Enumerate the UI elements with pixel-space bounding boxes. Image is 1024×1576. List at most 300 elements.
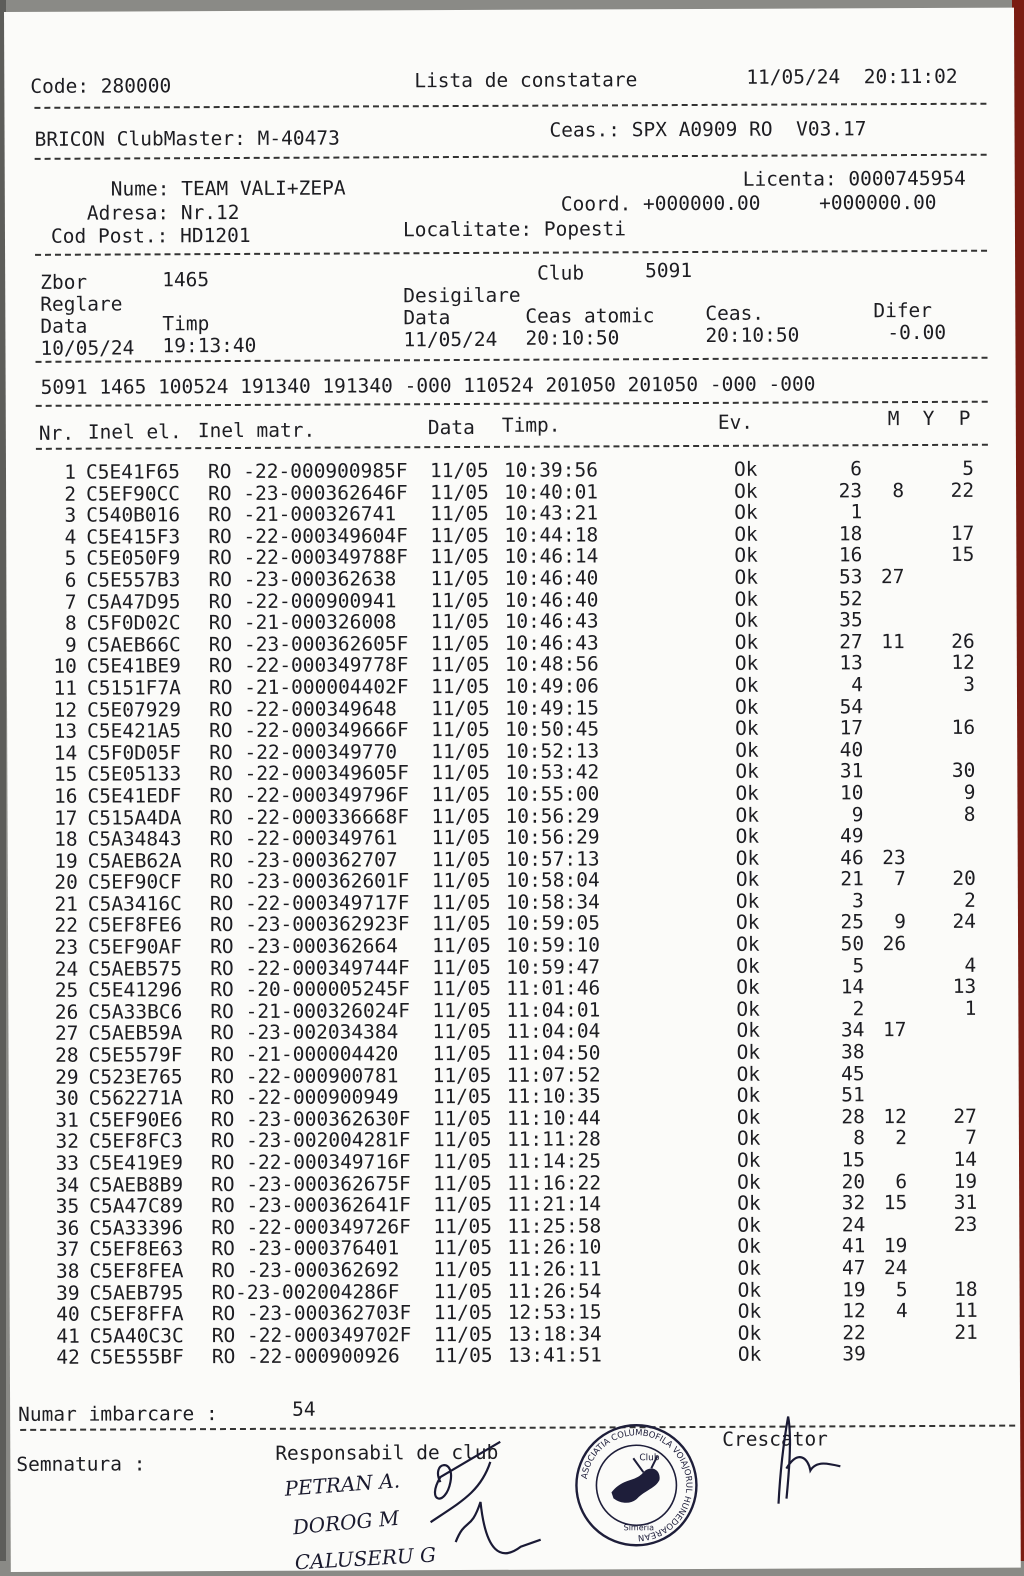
cell-timp: 11:16:22 bbox=[507, 1171, 602, 1195]
cell-data: 11/05 bbox=[430, 523, 490, 547]
cell-inel-el: C5A3416C bbox=[87, 892, 182, 916]
cell-inel-matr: RO -21-000004402F bbox=[208, 675, 409, 700]
cell-nr: 4 bbox=[64, 525, 77, 549]
club-responsible-label: Responsabil de club bbox=[275, 1440, 499, 1465]
cell-ev: Ok bbox=[734, 587, 759, 611]
cell-ev: Ok bbox=[734, 500, 758, 525]
cell-nr: 26 bbox=[54, 1000, 79, 1024]
cell-inel-el: C5A33396 bbox=[89, 1216, 184, 1240]
cell-timp: 11:26:54 bbox=[507, 1278, 602, 1303]
cell-inel-el: C540B016 bbox=[86, 503, 181, 527]
cell-ev: Ok bbox=[736, 932, 760, 956]
cell-nr: 28 bbox=[55, 1043, 79, 1067]
cell-ev: Ok bbox=[736, 1148, 761, 1172]
cell-y: 7 bbox=[893, 867, 906, 891]
cell-inel-matr: RO -23-000362703F bbox=[211, 1301, 412, 1326]
cell-y: 24 bbox=[883, 1256, 908, 1280]
cell-p: 13 bbox=[952, 975, 977, 999]
cell-inel-el: C5E555BF bbox=[89, 1345, 184, 1369]
cell-inel-matr: RO -22-000349717F bbox=[209, 891, 410, 915]
cell-timp: 11:25:58 bbox=[507, 1214, 602, 1238]
cell-inel-matr: RO -22-000349744F bbox=[210, 955, 410, 980]
cell-p: 7 bbox=[965, 1126, 977, 1150]
cell-nr: 33 bbox=[55, 1151, 80, 1175]
cell-data: 11/05 bbox=[433, 1236, 493, 1260]
cell-nr: 3 bbox=[64, 503, 77, 527]
reglare-time-label: Timp bbox=[162, 312, 210, 336]
cell-ev: Ok bbox=[736, 1019, 760, 1043]
cell-m: 1 bbox=[850, 500, 863, 524]
cell-data: 11/05 bbox=[431, 718, 490, 742]
cell-timp: 10:59:47 bbox=[506, 955, 601, 979]
cell-inel-matr: RO -23-000362675F bbox=[211, 1171, 411, 1196]
cell-inel-matr: RO -21-000326024F bbox=[210, 999, 411, 1023]
col-timp: Timp. bbox=[501, 413, 561, 437]
cell-nr: 11 bbox=[53, 676, 78, 700]
cell-inel-matr: RO -22-000900781 bbox=[210, 1063, 399, 1088]
cell-ev: Ok bbox=[736, 954, 760, 978]
cell-inel-el: C5E5579F bbox=[88, 1043, 183, 1067]
cell-inel-matr: RO -21-000326741 bbox=[208, 502, 397, 527]
cell-data: 11/05 bbox=[432, 1128, 492, 1152]
cell-m: 5 bbox=[852, 953, 865, 977]
cell-inel-matr: RO-23-002004286F bbox=[211, 1279, 400, 1304]
cell-data: 11/05 bbox=[433, 1214, 493, 1238]
cell-nr: 34 bbox=[55, 1173, 80, 1197]
cell-timp: 10:43:21 bbox=[504, 501, 599, 526]
cell-inel-matr: RO -22-000349788F bbox=[208, 545, 409, 570]
cell-ev: Ok bbox=[734, 673, 759, 697]
cell-inel-el: C5F0D05F bbox=[87, 740, 182, 765]
cell-p: 15 bbox=[950, 543, 975, 567]
cell-nr: 5 bbox=[64, 547, 77, 571]
cell-y: 9 bbox=[894, 910, 907, 934]
cell-data: 11/05 bbox=[432, 933, 491, 958]
cell-nr: 42 bbox=[56, 1346, 80, 1370]
cell-m: 38 bbox=[841, 1040, 865, 1064]
cell-timp: 13:41:51 bbox=[507, 1343, 602, 1368]
cell-inel-matr: RO -23-000362707 bbox=[209, 847, 398, 872]
cell-ev: Ok bbox=[737, 1256, 762, 1280]
cell-p: 5 bbox=[962, 456, 975, 480]
cell-m: 52 bbox=[839, 586, 863, 610]
cell-ev: Ok bbox=[737, 1235, 761, 1259]
cell-ev: Ok bbox=[734, 608, 759, 632]
cell-inel-matr: RO -22-000349666F bbox=[209, 718, 409, 743]
cell-inel-matr: RO -23-002004281F bbox=[210, 1128, 411, 1153]
cell-inel-matr: RO -22-000349761 bbox=[209, 826, 398, 851]
cell-data: 11/05 bbox=[433, 1279, 493, 1303]
cell-y: 6 bbox=[895, 1169, 908, 1193]
cell-y: 4 bbox=[895, 1299, 908, 1323]
svg-text:ASOCIATIA COLUMBOFILA VOIAJORU: ASOCIATIA COLUMBOFILA VOIAJORUL HUNEDOAREAN bbox=[579, 1428, 694, 1543]
cell-timp: 10:46:40 bbox=[504, 566, 599, 590]
cell-nr: 31 bbox=[55, 1108, 79, 1132]
zbor-value: 1465 bbox=[162, 268, 210, 292]
cell-inel-el: C5AEB59A bbox=[88, 1021, 183, 1046]
cell-ev: Ok bbox=[736, 1040, 761, 1064]
clock-id: Ceas.: SPX A0909 RO V03.17 bbox=[549, 117, 867, 142]
club-stamp bbox=[573, 1422, 700, 1549]
cell-p: 30 bbox=[951, 759, 976, 783]
cell-inel-el: C5A47D95 bbox=[86, 589, 181, 614]
cell-inel-matr: RO -22-000349716F bbox=[210, 1150, 411, 1175]
cell-timp: 11:26:10 bbox=[507, 1235, 602, 1260]
cell-data: 11/05 bbox=[430, 588, 490, 612]
cell-inel-el: C5E415F3 bbox=[86, 525, 181, 549]
cell-inel-el: C5E41F65 bbox=[85, 460, 180, 484]
cell-y: 8 bbox=[892, 478, 905, 502]
cell-inel-el: C5EF8FFA bbox=[89, 1302, 184, 1326]
cell-inel-el: C5AEB795 bbox=[89, 1280, 184, 1305]
signature-label: Semnatura : bbox=[16, 1452, 146, 1476]
cell-data: 11/05 bbox=[430, 545, 490, 569]
cell-inel-matr: RO -23-000362641F bbox=[211, 1193, 411, 1218]
cell-data: 11/05 bbox=[430, 480, 489, 504]
cell-m: 46 bbox=[840, 845, 864, 870]
cell-y: 11 bbox=[881, 629, 905, 653]
cell-data: 11/05 bbox=[431, 869, 491, 893]
cell-inel-el: C5E41BE9 bbox=[86, 654, 181, 678]
cell-inel-matr: RO -23-000362692 bbox=[211, 1258, 400, 1283]
cell-ev: Ok bbox=[733, 457, 758, 481]
cell-m: 20 bbox=[841, 1169, 866, 1193]
cell-timp: 10:44:18 bbox=[504, 523, 599, 547]
breeder-label: Crescator bbox=[722, 1427, 828, 1451]
cell-nr: 41 bbox=[56, 1324, 80, 1348]
divider bbox=[36, 401, 988, 407]
cell-nr: 23 bbox=[54, 935, 79, 959]
cell-ev: Ok bbox=[734, 565, 759, 589]
difference-label: Difer bbox=[873, 298, 933, 323]
cell-nr: 40 bbox=[56, 1302, 80, 1326]
cell-inel-matr: RO -23-000362630F bbox=[210, 1107, 411, 1131]
cell-y: 26 bbox=[882, 932, 907, 956]
cell-nr: 16 bbox=[53, 784, 78, 808]
reglare-time: 19:13:40 bbox=[162, 333, 257, 358]
cell-m: 13 bbox=[839, 651, 863, 675]
cell-data: 11/05 bbox=[433, 1193, 492, 1217]
cell-timp: 11:01:46 bbox=[506, 976, 601, 1001]
cell-m: 17 bbox=[839, 716, 864, 740]
cell-nr: 6 bbox=[64, 568, 77, 592]
cell-timp: 11:04:01 bbox=[506, 998, 601, 1022]
cell-inel-el: C5EF90CF bbox=[87, 870, 182, 894]
cell-p: 11 bbox=[954, 1298, 978, 1323]
cell-p: 9 bbox=[963, 780, 976, 804]
cell-inel-matr: RO -22-000900941 bbox=[208, 588, 397, 613]
cell-data: 11/05 bbox=[431, 782, 491, 807]
cell-data: 11/05 bbox=[430, 674, 490, 699]
cell-data: 11/05 bbox=[433, 1301, 493, 1325]
cell-m: 16 bbox=[838, 543, 863, 567]
svg-text:Simeria: Simeria bbox=[623, 1523, 655, 1533]
cell-inel-matr: RO -23-002034384 bbox=[210, 1020, 399, 1045]
cell-ev: Ok bbox=[735, 867, 760, 892]
cell-data: 11/05 bbox=[430, 696, 490, 720]
cell-timp: 11:11:28 bbox=[506, 1127, 601, 1152]
cell-nr: 12 bbox=[53, 698, 78, 722]
cell-inel-el: C5E41EDF bbox=[87, 784, 182, 808]
cell-data: 11/05 bbox=[431, 761, 491, 785]
cell-ev: Ok bbox=[735, 889, 760, 913]
cell-data: 11/05 bbox=[432, 1085, 492, 1109]
desig-date-label: Data bbox=[403, 306, 451, 330]
handwritten-name-2: DOROG M bbox=[291, 1505, 401, 1540]
cell-p: 8 bbox=[963, 802, 976, 826]
cell-m: 4 bbox=[851, 673, 863, 697]
cell-ev: Ok bbox=[737, 1213, 761, 1237]
cell-ev: Ok bbox=[735, 738, 759, 762]
cell-inel-el: C5A47C89 bbox=[89, 1194, 184, 1218]
cell-inel-el: C5A34843 bbox=[87, 827, 182, 851]
cell-inel-matr: RO -22-000349702F bbox=[211, 1322, 412, 1347]
cell-nr: 21 bbox=[54, 892, 78, 916]
cell-p: 17 bbox=[950, 521, 975, 545]
divider bbox=[36, 357, 988, 363]
cell-timp: 10:48:56 bbox=[504, 652, 599, 677]
cell-ev: Ok bbox=[735, 846, 760, 870]
cell-timp: 11:26:11 bbox=[507, 1257, 602, 1281]
cell-timp: 11:10:44 bbox=[506, 1106, 601, 1130]
cell-y: 2 bbox=[895, 1126, 907, 1150]
cell-m: 54 bbox=[839, 694, 864, 718]
cell-ev: Ok bbox=[734, 695, 759, 719]
cell-m: 23 bbox=[838, 478, 863, 502]
cell-ev: Ok bbox=[737, 1299, 762, 1323]
cell-m: 25 bbox=[840, 910, 865, 934]
cell-timp: 12:53:15 bbox=[507, 1300, 602, 1324]
cell-p: 4 bbox=[964, 953, 977, 977]
cell-p: 18 bbox=[954, 1277, 978, 1301]
cell-inel-matr: RO -22-000900949 bbox=[210, 1085, 399, 1110]
cell-timp: 10:46:43 bbox=[504, 609, 599, 633]
code-label: Code: 280000 bbox=[30, 74, 172, 98]
cell-nr: 20 bbox=[54, 870, 78, 895]
col-nr: Nr. bbox=[38, 421, 75, 445]
cell-inel-matr: RO -22-000349604F bbox=[208, 524, 408, 548]
page-title: Lista de constatare bbox=[414, 68, 638, 93]
cell-nr: 27 bbox=[54, 1022, 79, 1046]
handwritten-name-3: CALUSERU G bbox=[294, 1542, 437, 1575]
col-inel-el: Inel el. bbox=[87, 420, 182, 444]
cell-nr: 25 bbox=[54, 978, 79, 1003]
cell-ev: Ok bbox=[734, 652, 759, 676]
cell-inel-el: C5EF90CC bbox=[86, 481, 181, 506]
cell-data: 11/05 bbox=[429, 458, 489, 483]
clock-label: Ceas. bbox=[705, 301, 765, 325]
cell-nr: 1 bbox=[64, 460, 77, 484]
cell-data: 11/05 bbox=[431, 825, 491, 850]
cell-nr: 10 bbox=[53, 655, 77, 679]
reglare-label: Reglare bbox=[40, 292, 123, 316]
cell-timp: 10:49:06 bbox=[504, 674, 599, 698]
cell-nr: 29 bbox=[55, 1065, 79, 1089]
cell-nr: 19 bbox=[54, 849, 78, 873]
divider bbox=[34, 103, 986, 109]
cell-timp: 10:46:40 bbox=[504, 587, 599, 612]
cell-nr: 2 bbox=[64, 482, 77, 506]
cell-timp: 11:04:50 bbox=[506, 1041, 601, 1065]
cell-inel-el: C5AEB8B9 bbox=[89, 1172, 184, 1197]
cell-data: 11/05 bbox=[432, 1106, 492, 1130]
zbor-label: Zbor bbox=[40, 270, 88, 294]
cell-inel-el: C5EF8E63 bbox=[89, 1237, 184, 1262]
arrival-table bbox=[6, 458, 1020, 1369]
cell-data: 11/05 bbox=[433, 1344, 493, 1368]
cell-inel-el: C5AEB575 bbox=[88, 956, 183, 981]
cell-m: 3 bbox=[852, 889, 864, 913]
cell-y: 15 bbox=[883, 1191, 908, 1215]
cell-p: 2 bbox=[964, 888, 976, 912]
signature-scribble-breeder bbox=[758, 1408, 848, 1518]
cell-data: 11/05 bbox=[430, 502, 489, 526]
cell-nr: 38 bbox=[55, 1259, 80, 1283]
cell-p: 16 bbox=[951, 715, 976, 739]
cell-data: 11/05 bbox=[433, 1322, 493, 1346]
cell-inel-matr: RO -22-000349796F bbox=[209, 783, 410, 808]
cell-timp: 10:56:29 bbox=[505, 825, 600, 849]
cell-inel-matr: RO -22-000336668F bbox=[209, 804, 410, 829]
cell-m: 18 bbox=[838, 522, 863, 546]
handwritten-name-1: PETRAN A. bbox=[283, 1468, 401, 1501]
receipt-paper bbox=[4, 8, 1021, 1575]
cell-nr: 14 bbox=[53, 741, 78, 765]
cell-timp: 10:58:04 bbox=[505, 868, 600, 893]
cell-p: 19 bbox=[953, 1169, 978, 1193]
cell-y: 5 bbox=[895, 1277, 908, 1301]
cell-ev: Ok bbox=[735, 760, 759, 784]
cell-data: 11/05 bbox=[431, 890, 491, 915]
cell-data: 11/05 bbox=[430, 566, 490, 591]
cell-p: 12 bbox=[951, 651, 975, 675]
cell-inel-matr: RO -20-000005245F bbox=[210, 977, 410, 1002]
cell-ev: Ok bbox=[735, 716, 759, 740]
cell-m: 35 bbox=[839, 608, 863, 632]
desigilare-label: Desigilare bbox=[403, 283, 521, 308]
cell-m: 14 bbox=[840, 975, 865, 999]
cell-data: 11/05 bbox=[433, 1171, 492, 1195]
cell-m: 34 bbox=[840, 1018, 865, 1042]
cell-p: 20 bbox=[952, 867, 976, 891]
cell-ev: Ok bbox=[734, 544, 758, 568]
cell-m: 32 bbox=[841, 1191, 866, 1215]
cell-inel-el: C523E765 bbox=[88, 1064, 183, 1089]
cell-m: 51 bbox=[841, 1083, 865, 1107]
cell-m: 28 bbox=[841, 1105, 865, 1129]
cell-data: 11/05 bbox=[431, 847, 491, 871]
col-ev: Ev. bbox=[717, 410, 754, 434]
divider bbox=[35, 154, 987, 160]
cell-ev: Ok bbox=[737, 1191, 761, 1215]
divider bbox=[36, 444, 988, 450]
cell-timp: 10:46:43 bbox=[504, 631, 599, 655]
cell-ev: Ok bbox=[737, 1343, 762, 1367]
cell-inel-el: C5E07929 bbox=[86, 697, 182, 722]
cell-nr: 13 bbox=[53, 719, 78, 743]
cell-p: 26 bbox=[951, 629, 975, 653]
cell-timp: 11:04:04 bbox=[506, 1019, 601, 1044]
cell-nr: 18 bbox=[54, 827, 78, 851]
cell-data: 11/05 bbox=[433, 1257, 493, 1282]
cell-nr: 8 bbox=[64, 611, 77, 635]
numar-imbarcare-value: 54 bbox=[292, 1397, 316, 1421]
owner-name: Nume: TEAM VALI+ZEPA bbox=[110, 176, 346, 201]
cell-ev: Ok bbox=[734, 479, 758, 503]
cell-ev: Ok bbox=[736, 1083, 761, 1108]
cell-timp: 10:52:13 bbox=[505, 739, 600, 763]
cell-ev: Ok bbox=[735, 824, 760, 848]
cell-inel-el: C5E557B3 bbox=[86, 568, 181, 592]
cell-inel-el: C5A33BC6 bbox=[88, 1000, 183, 1024]
cell-ev: Ok bbox=[736, 1127, 761, 1151]
cell-m: 22 bbox=[842, 1321, 866, 1345]
cell-p: 14 bbox=[953, 1147, 978, 1171]
cell-inel-el: C5AEB62A bbox=[87, 848, 182, 873]
reglare-date-label: Data bbox=[40, 314, 88, 338]
cell-p: 23 bbox=[953, 1212, 978, 1236]
cell-y: 17 bbox=[882, 1018, 907, 1042]
cell-p: 21 bbox=[954, 1320, 978, 1344]
cell-inel-el: C5E419E9 bbox=[88, 1151, 183, 1175]
cell-m: 45 bbox=[841, 1061, 865, 1085]
cell-ev: Ok bbox=[736, 997, 760, 1021]
cell-m: 2 bbox=[852, 997, 865, 1021]
cell-timp: 10:59:05 bbox=[505, 911, 600, 936]
cell-inel-matr: RO -23-000362664 bbox=[210, 934, 398, 959]
col-inel-matr: Inel matr. bbox=[197, 418, 316, 443]
cell-inel-matr: RO -22-000349726F bbox=[211, 1215, 411, 1239]
locality: Localitate: Popesti bbox=[402, 217, 627, 242]
cell-inel-matr: RO -22-000349770 bbox=[209, 740, 398, 764]
cell-ev: Ok bbox=[736, 1105, 761, 1129]
cell-m: 41 bbox=[841, 1234, 866, 1258]
cell-inel-el: C5F0D02C bbox=[86, 611, 181, 635]
cell-ev: Ok bbox=[736, 975, 760, 1000]
table-row bbox=[10, 1343, 1020, 1369]
signature-scribble-club bbox=[370, 1422, 551, 1571]
numar-imbarcare-label: Numar imbarcare : bbox=[18, 1402, 218, 1426]
cell-data: 11/05 bbox=[430, 610, 490, 634]
cell-m: 6 bbox=[850, 457, 863, 481]
cell-p: 1 bbox=[964, 996, 977, 1020]
cell-nr: 37 bbox=[55, 1238, 80, 1262]
cell-p: 3 bbox=[963, 672, 975, 696]
cell-data: 11/05 bbox=[430, 653, 490, 677]
cell-inel-matr: RO -21-000326008 bbox=[208, 610, 397, 635]
cell-m: 47 bbox=[841, 1256, 866, 1280]
cell-y: 27 bbox=[880, 565, 905, 589]
cell-inel-el: C5EF90AF bbox=[88, 935, 183, 959]
club-label: Club bbox=[537, 261, 585, 285]
owner-address: Adresa: Nr.12 bbox=[86, 200, 240, 225]
cell-timp: 10:50:45 bbox=[505, 717, 600, 741]
cell-data: 11/05 bbox=[431, 739, 490, 763]
cell-inel-matr: RO -22-000349605F bbox=[209, 761, 409, 786]
cell-data: 11/05 bbox=[431, 804, 491, 828]
cell-m: 12 bbox=[842, 1299, 866, 1323]
cell-m: 31 bbox=[839, 759, 864, 783]
difference-value: -0.00 bbox=[887, 320, 947, 345]
cell-m: 9 bbox=[851, 802, 864, 826]
cell-timp: 10:40:01 bbox=[504, 480, 599, 504]
cell-inel-matr: RO -23-000362923F bbox=[209, 912, 410, 937]
cell-m: 49 bbox=[840, 824, 864, 848]
summary-code-line: 5091 1465 100524 191340 191340 -000 110524 201050 201050 -000 -000 bbox=[40, 372, 816, 399]
cell-inel-el: C5E05133 bbox=[87, 762, 182, 786]
cell-data: 11/05 bbox=[430, 631, 490, 655]
cell-data: 11/05 bbox=[432, 1149, 492, 1174]
